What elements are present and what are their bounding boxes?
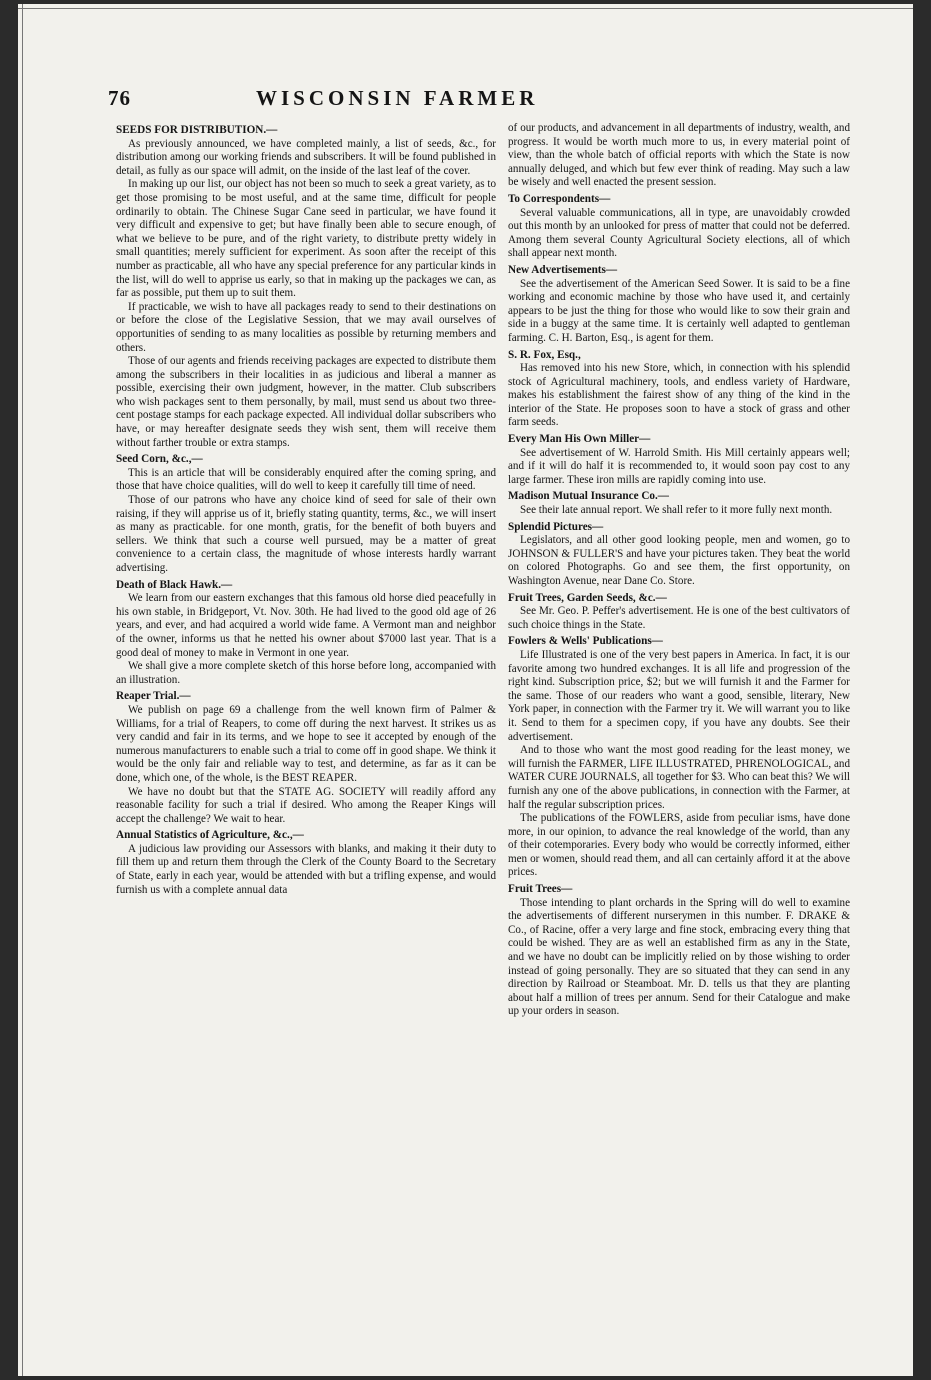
article-paragraph: See advertisement of W. Harrold Smith. His Mill certainly appears well; and if it will do half it is recommended to, it would soon pay cost to any large farmer. These iron mills are rapidly coming into use.: [508, 446, 850, 486]
article: [116, 579, 496, 688]
article-heading: Reaper Trial.—: [116, 690, 191, 703]
article-paragraph: As previously announced, we have completed mainly, a list of seeds, &c., for distribution among our working friends and subscribers. It will be found published in detail, as fully as our space will admit, on the inside of the last leaf of the cover.: [116, 137, 496, 177]
article: [508, 490, 850, 517]
article-paragraph: We learn from our eastern exchanges that this famous old horse died peacefully in his own stable, in Bridgeport, Vt. Nov. 30th. He had lived to the good old age of 26 years, and ever, and had acquired a world wide fame. A Vermont man and neighbor of the owner, informs us that he netted his owner about $7000 last year. That is a good deal of money to make in Vermont in one year.: [116, 592, 496, 659]
article-heading: Fowlers & Wells' Publications—: [508, 635, 663, 648]
page-number: 76: [108, 86, 131, 110]
article-paragraph: of our products, and advancement in all departments of industry, wealth, and progress. It would be worth much more to us, in every material point of view, than the whole batch of official reports with which the State is now annually deluged, and which but few ever think of reading. May such a law be wisely and well enacted the present session.: [508, 122, 850, 189]
article: [508, 521, 850, 589]
page-edge-rule: [22, 4, 23, 1376]
article-heading: Annual Statistics of Agriculture, &c.,—: [116, 829, 304, 842]
article: [508, 592, 850, 633]
article-paragraph: And to those who want the most good reading for the least money, we will furnish the FARMER, LIFE ILLUSTRATED, PHRENOLOGICAL, and WATER CURE JOURNALS, all together for $3. Who can beat this? We will furnish any one of the above publications, in connection with the Farmer, at half the regular subscription prices.: [508, 744, 850, 811]
article: [116, 453, 496, 575]
article-paragraph: Several valuable communications, all in type, are unavoidably crowded out this month by an unlooked for press of matter that could not be deferred. Among them several County Agricultural Society elections, all of which shall appear next month.: [508, 206, 850, 260]
article-paragraph: See Mr. Geo. P. Peffer's advertisement. He is one of the best cultivators of such choice things in the State.: [508, 605, 850, 631]
article-paragraph: Life Illustrated is one of the very best papers in America. In fact, it is our favorite among two hundred exchanges. It is all life and progression of the right kind. Subscription price, $2; but we will furnish it and the Farmer for the same. Those of our readers who want a good, sensible, literary, New York paper, in connection with the Farmer try it. We will warrant you to like it. Send to them for a specimen copy, if you have any doubts. See their advertisement.: [508, 648, 850, 743]
article-paragraph: We publish on page 69 a challenge from the well known firm of Palmer & Williams, for a trial of Reapers, to come off during the next harvest. It strikes us as very candid and fair in its terms, and we hope to see it accepted by enough of the numerous manufacturers to enable such a trial to come off in good shape. We think it would be the only fair and reliable way to test, and determine, as far as it can be done, which one, of the whole, is the BEST REAPER.: [116, 703, 496, 784]
article: [116, 690, 496, 826]
article-heading: Seed Corn, &c.,—: [116, 453, 203, 466]
article-paragraph: Those intending to plant orchards in the Spring will do well to examine the advertisements of different nurserymen in this number. F. DRAKE & Co., of Racine, offer a very large and fine stock, embracing every thing that could be wished. They are as well an established firm as any in the State, and we have no doubt can be implicitly relied on by those wishing to order instead of going personally. They are so situated that they can send in any direction by Railroad or Steamboat. Mr. D. tells us that they are planting about half a million of trees per annum. Send for their Catalogue and make up your orders in season.: [508, 896, 850, 1018]
left-column: [116, 122, 496, 900]
article-paragraph: Those of our agents and friends receiving packages are expected to distribute them among the subscribers in their localities in as judicious and liberal a manner as possible, exercising their own judgment, however, in the matter. Club subscribers who wish packages sent to them personally, by mail, must send us about two three-cent postage stamps for each package expected. All individual dollar subscribers who have, or may hereafter designate seeds they wish sent, them will receive them without farther trouble or extra stamps.: [116, 355, 496, 449]
article-heading: Fruit Trees—: [508, 883, 573, 896]
article: [508, 433, 850, 487]
article-paragraph: We shall give a more complete sketch of this horse before long, accompanied with an illustration.: [116, 660, 496, 686]
article-heading: To Correspondents—: [508, 192, 611, 205]
article: [116, 124, 496, 450]
article-heading: Fruit Trees, Garden Seeds, &c.—: [508, 591, 667, 604]
page-top-rule: [18, 8, 913, 9]
article-paragraph: See their late annual report. We shall refer to it more fully next month.: [520, 504, 833, 517]
page-header: [108, 86, 638, 112]
article-paragraph: If practicable, we wish to have all packages ready to send to their destinations on or before the close of the Legislative Session, that we may avail ourselves of opportunities of sending to as many localities as possible by returning members and others.: [116, 300, 496, 354]
journal-title: WISCONSIN FARMER: [256, 86, 539, 110]
article-paragraph: See the advertisement of the American Seed Sower. It is said to be a fine working and economic machine by those who have used it, and certainly appears to be just the thing for those who would like to sow their grain and side in a buggy at the same time. It is certainly well adapted to gentleman farming. C. H. Barton, Esq., is agent for them.: [508, 277, 850, 344]
article-heading: New Advertisements—: [508, 263, 618, 276]
article: [508, 264, 850, 346]
article-paragraph: This is an article that will be considerably enquired after the coming spring, and those that have choice qualities, will do well to keep it carefully till time of need.: [116, 466, 496, 493]
article-paragraph: We have no doubt but that the STATE AG. SOCIETY will readily afford any reasonable facility for such a trial if desired. Who among the Reaper Kings will accept the challenge? We wait to hear.: [116, 785, 496, 825]
article-paragraph: The publications of the FOWLERS, aside from peculiar isms, have done more, in our opinion, to advance the real knowledge of the world, than any of their cotemporaries. Every body who would be correctly informed, either men or women, should read them, and all can certainly afford it at the above prices.: [508, 812, 850, 879]
article-heading: Every Man His Own Miller—: [508, 433, 651, 446]
article-paragraph: Those of our patrons who have any choice kind of seed for sale of their own raising, if they will apprise us of it, briefly stating quantity, terms, &c., we will insert as many as practicable. for one month, gratis, for the benefit of both buyers and sellers. We think that such a course well pursued, may be a matter of great convenience to a certain class, the magnitude of whose interests hardly warrant advertising.: [116, 494, 496, 574]
article-paragraph: Has removed into his new Store, which, in connection with his splendid stock of Agricultural machinery, tools, and endless variety of Hardware, makes his establishment the fairest show of any thing of the kind in the interior of the State. He proposes soon to have a stock of grass and other farm seeds.: [508, 362, 850, 429]
article-paragraph: Legislators, and all other good looking people, men and women, go to JOHNSON & FULLER'S and have your pictures taken. They beat the world on colored Photographs. Go and see them, the first opportunity, on Washington Avenue, near Dane Co. Store.: [508, 534, 850, 587]
article-heading: S. R. Fox, Esq.,: [508, 348, 581, 361]
article-heading: Splendid Pictures—: [508, 520, 604, 533]
article: [508, 883, 850, 1019]
article-heading: SEEDS FOR DISTRIBUTION.—: [116, 124, 278, 136]
article: [508, 349, 850, 431]
article-heading: Madison Mutual Insurance Co.—: [508, 490, 669, 503]
article-heading: Death of Black Hawk.—: [116, 578, 233, 591]
article: [116, 829, 496, 897]
article-paragraph: A judicious law providing our Assessors with blanks, and making it their duty to fill them up and return them through the Clerk of the County Board to the Secretary of State, early in each year, would be attended with but a trifling expense, and would furnish us with a complete annual data: [116, 842, 496, 896]
article: [508, 122, 850, 190]
right-column: [508, 122, 850, 1022]
article: [508, 193, 850, 261]
article: [508, 635, 850, 880]
article-paragraph: In making up our list, our object has not been so much to seek a great variety, as to get those promising to be most useful, and at the same time, difficult for people ordinarily to obtain. The Chinese Sugar Cane seed in particular, we have found it very difficult and expensive to get; but have finally been able to secure enough, of what we believe to be pure, and of the right variety, to distribute pretty widely in small quantities; merely sufficient for experiment. As soon after the receipt of this number as practicable, all who have any special preference for any particular kinds in the list, will do well to apprise us early, so that in making up the packages we can, as far as possible, put them up to suit them.: [116, 178, 496, 300]
